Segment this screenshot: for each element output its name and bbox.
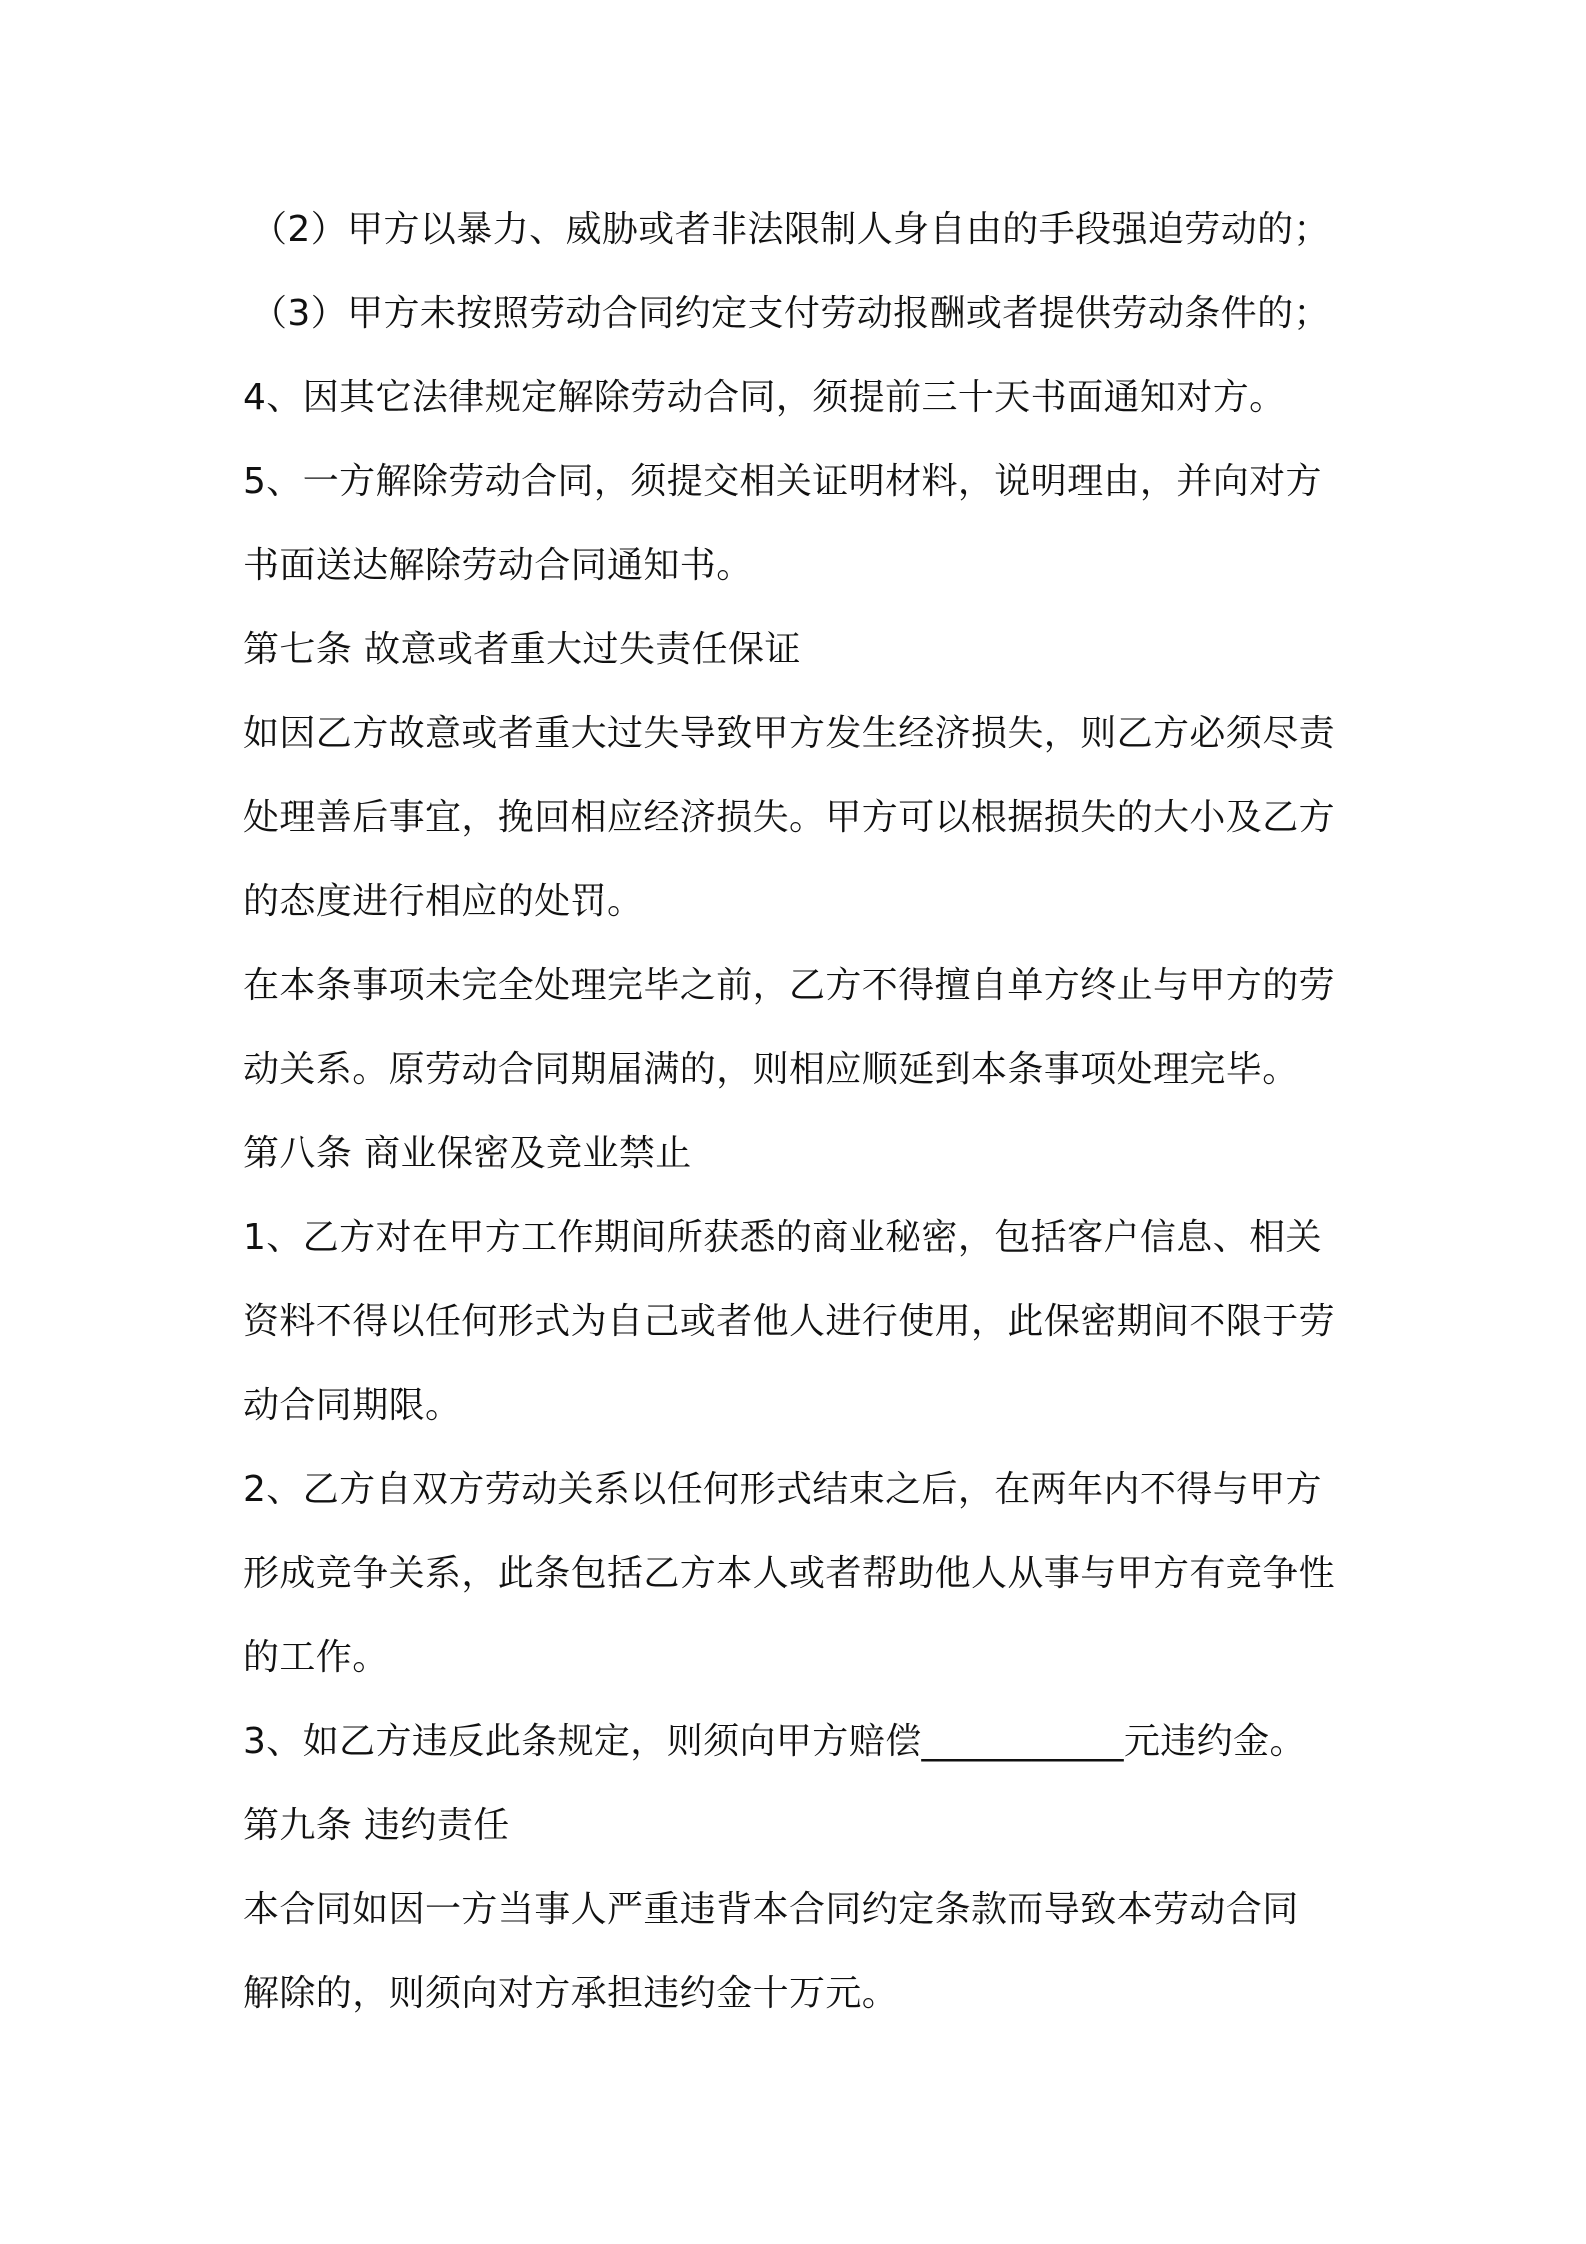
article-8-point-1-end: 动合同期限。 <box>243 1385 462 1426</box>
article-8-point-2: 2、乙方自双方劳动关系以任何形式结束之后，在两年内不得与甲方 <box>243 1469 1322 1510</box>
article-8-heading: 第八条 商业保密及竞业禁止 <box>243 1133 692 1174</box>
article-8-point-2-end: 的工作。 <box>243 1637 389 1678</box>
article-8-point-1: 1、乙方对在甲方工作期间所获悉的商业秘密，包括客户信息、相关 <box>243 1217 1322 1258</box>
clause-point-5: 5、一方解除劳动合同，须提交相关证明材料，说明理由，并向对方 <box>243 461 1322 502</box>
clause-point-4: 4、因其它法律规定解除劳动合同，须提前三十天书面通知对方。 <box>243 377 1286 418</box>
article-8-point-3: 3、如乙方违反此条规定，则须向甲方赔偿___________元违约金。 <box>243 1721 1306 1762</box>
article-8-point-2-cont: 形成竞争关系，此条包括乙方本人或者帮助他人从事与甲方有竞争性 <box>243 1553 1336 1594</box>
article-9-para: 本合同如因一方当事人严重违背本合同约定条款而导致本劳动合同 <box>243 1889 1299 1930</box>
article-7-para-2: 在本条事项未完全处理完毕之前，乙方不得擅自单方终止与甲方的劳 <box>243 965 1336 1006</box>
article-7-para-1: 如因乙方故意或者重大过失导致甲方发生经济损失，则乙方必须尽责 <box>243 713 1336 754</box>
article-7-para-2-end: 动关系。原劳动合同期届满的，则相应顺延到本条事项处理完毕。 <box>243 1049 1299 1090</box>
clause-item-2: （2）甲方以暴力、威胁或者非法限制人身自由的手段强迫劳动的； <box>251 209 1330 250</box>
article-7-heading: 第七条 故意或者重大过失责任保证 <box>243 629 801 670</box>
clause-item-3: （3）甲方未按照劳动合同约定支付劳动报酬或者提供劳动条件的； <box>251 293 1330 334</box>
clause-point-5-cont: 书面送达解除劳动合同通知书。 <box>243 545 753 586</box>
article-9-para-end: 解除的，则须向对方承担违约金十万元。 <box>243 1973 899 2014</box>
article-8-point-1-cont: 资料不得以任何形式为自己或者他人进行使用，此保密期间不限于劳 <box>243 1301 1336 1342</box>
article-7-para-1-end: 的态度进行相应的处罚。 <box>243 881 644 922</box>
article-7-para-1-cont: 处理善后事宜，挽回相应经济损失。甲方可以根据损失的大小及乙方 <box>243 797 1336 838</box>
article-9-heading: 第九条 违约责任 <box>243 1805 510 1846</box>
